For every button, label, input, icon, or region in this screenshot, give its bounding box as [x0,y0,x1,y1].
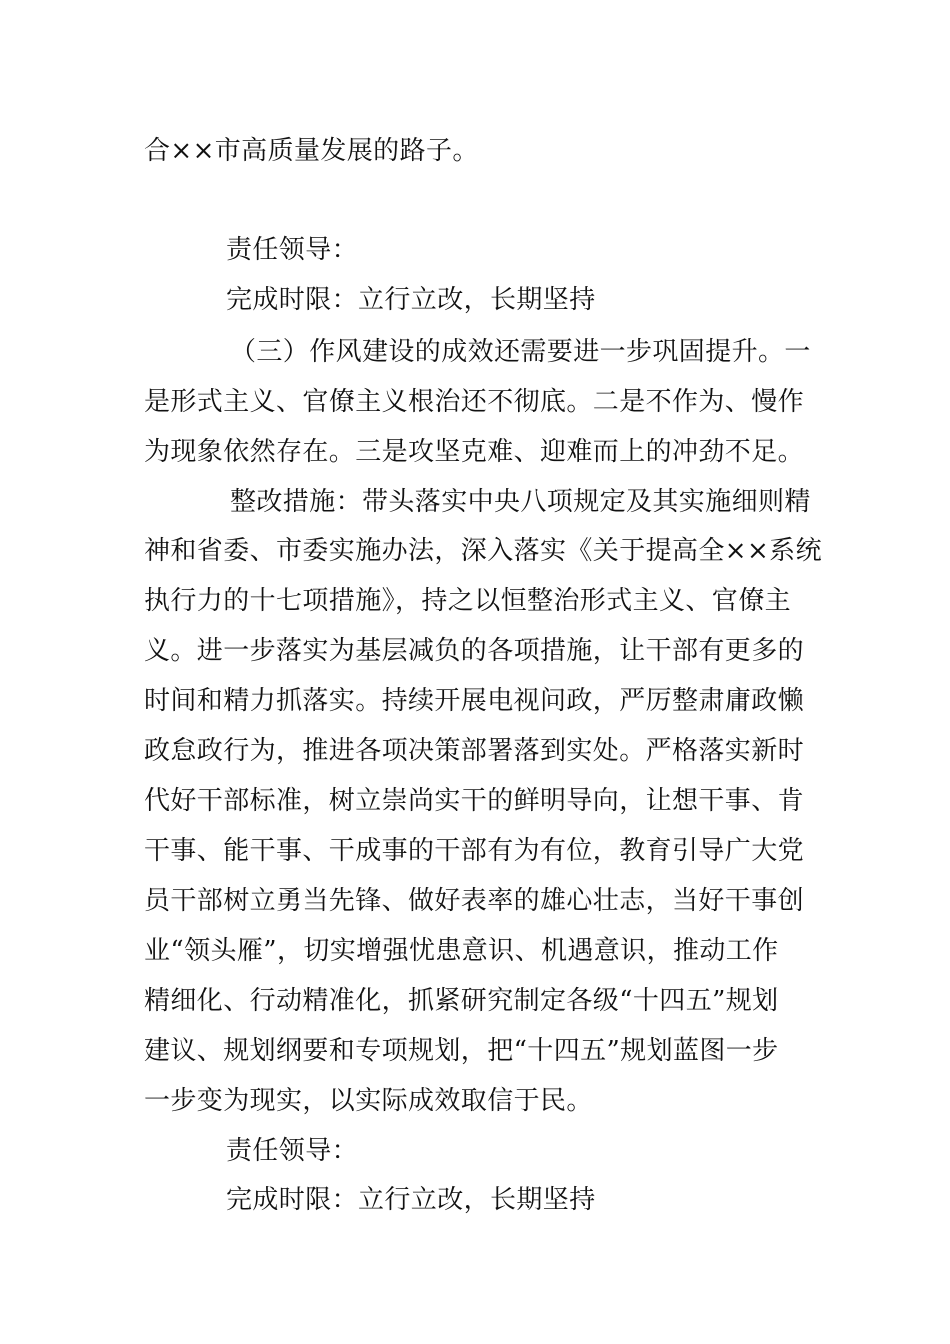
section-3-line-1: （三）作风建设的成效还需要进一步巩固提升。一 [230,337,811,367]
deadline-line-1: 完成时限：立行立改，长期坚持 [226,285,596,315]
measures-line-5: 时间和精力抓落实。持续开展电视问政，严厉整肃庸政懒 [144,686,805,716]
measures-line-10: 业“领头雁”，切实增强忧患意识、机遇意识，推动工作 [144,936,779,966]
responsible-leader-label-1: 责任领导： [226,235,359,265]
measures-line-11: 精细化、行动精准化，抓紧研究制定各级“十四五”规划 [144,986,779,1016]
deadline-line-2: 完成时限：立行立改，长期坚持 [226,1185,596,1215]
section-3-line-2: 是形式主义、官僚主义根治还不彻底。二是不作为、慢作 [144,387,805,417]
measures-line-6: 政怠政行为，推进各项决策部署落到实处。严格落实新时 [144,736,805,766]
measures-line-8: 干事、能干事、干成事的干部有为有位，教育引导广大党 [144,836,805,866]
responsible-leader-label-2: 责任领导： [226,1136,359,1166]
section-3-line-3: 为现象依然存在。三是攻坚克难、迎难而上的冲劲不足。 [144,437,805,467]
measures-line-13: 一步变为现实，以实际成效取信于民。 [144,1086,593,1116]
measures-line-4: 义。进一步落实为基层减负的各项措施，让干部有更多的 [144,636,805,666]
measures-line-3: 执行力的十七项措施》，持之以恒整治形式主义、官僚主 [144,586,792,616]
intro-tail-line: 合××市高质量发展的路子。 [144,136,479,166]
measures-line-1: 整改措施：带头落实中央八项规定及其实施细则精 [230,487,811,517]
measures-line-2: 神和省委、市委实施办法，深入落实《关于提高全××系统 [144,536,822,566]
measures-line-9: 员干部树立勇当先锋、做好表率的雄心壮志，当好干事创 [144,886,805,916]
measures-line-12: 建议、规划纲要和专项规划，把“十四五”规划蓝图一步 [144,1036,779,1066]
measures-line-7: 代好干部标准，树立崇尚实干的鲜明导向，让想干事、肯 [144,786,805,816]
